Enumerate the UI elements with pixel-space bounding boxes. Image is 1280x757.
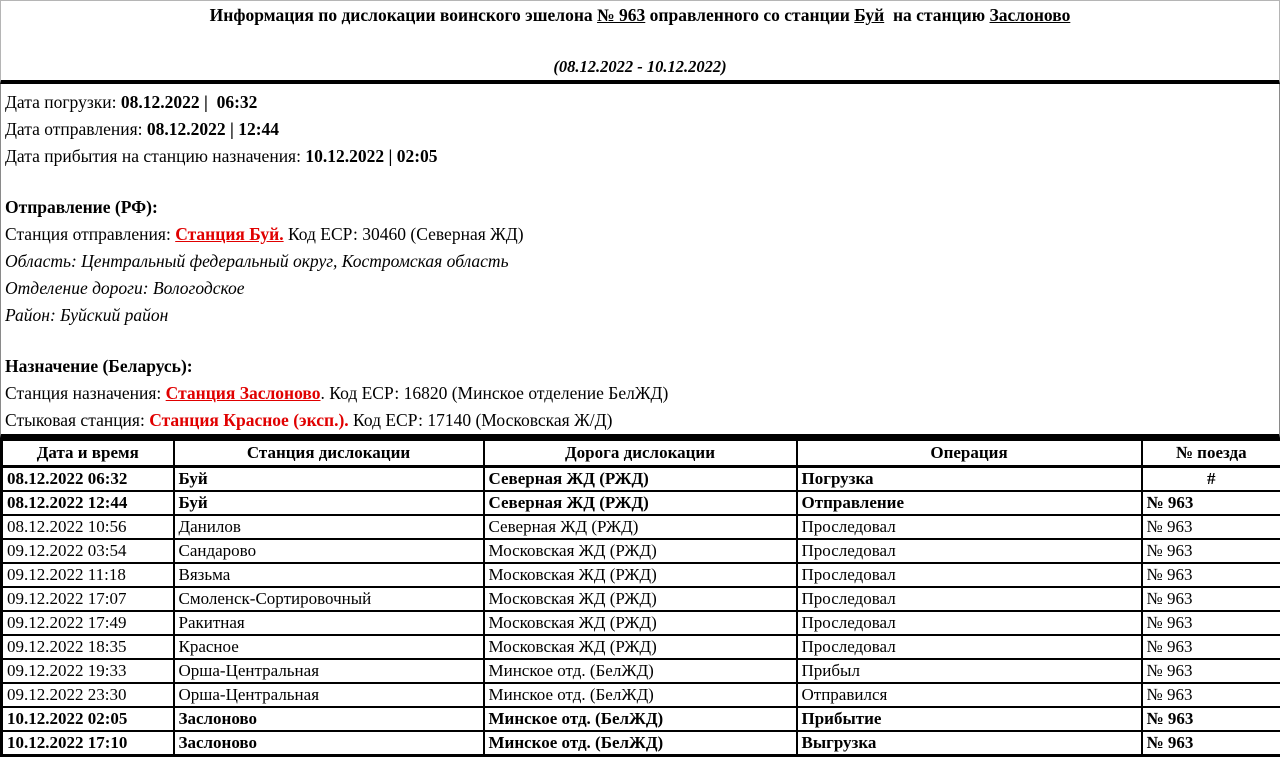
cell-train-number: № 963 bbox=[1142, 515, 1280, 539]
loading-date-value: 08.12.2022 | 06:32 bbox=[121, 92, 258, 112]
cell-datetime: 08.12.2022 12:44 bbox=[2, 491, 174, 515]
cell-operation: Отправился bbox=[797, 683, 1142, 707]
cell-train-number: № 963 bbox=[1142, 707, 1280, 731]
origin-station-label: Станция отправления: bbox=[5, 224, 175, 244]
title-block bbox=[0, 0, 1280, 84]
origin-station-name: Станция Буй. bbox=[175, 224, 283, 244]
header-station: Станция дислокации bbox=[174, 440, 484, 467]
cell-station: Орша-Центральная bbox=[174, 659, 484, 683]
departure-date-line bbox=[5, 116, 1275, 143]
origin-station-line bbox=[5, 221, 1275, 248]
cell-datetime: 09.12.2022 03:54 bbox=[2, 539, 174, 563]
cell-road: Северная ЖД (РЖД) bbox=[484, 515, 797, 539]
cell-train-number: № 963 bbox=[1142, 563, 1280, 587]
table-row bbox=[2, 515, 1280, 539]
cell-road: Северная ЖД (РЖД) bbox=[484, 467, 797, 492]
cell-station: Ракитная bbox=[174, 611, 484, 635]
cell-datetime: 08.12.2022 10:56 bbox=[2, 515, 174, 539]
table-row bbox=[2, 659, 1280, 683]
cell-datetime: 09.12.2022 18:35 bbox=[2, 635, 174, 659]
departure-date-value: 08.12.2022 | 12:44 bbox=[147, 119, 279, 139]
table-row bbox=[2, 611, 1280, 635]
cell-operation: Прибыл bbox=[797, 659, 1142, 683]
destination-station-code: . Код ЕСР: 16820 (Минское отделение БелЖД) bbox=[321, 383, 669, 403]
header-operation: Операция bbox=[797, 440, 1142, 467]
arrival-date-line bbox=[5, 143, 1275, 170]
cell-train-number: # bbox=[1142, 467, 1280, 492]
cell-road: Московская ЖД (РЖД) bbox=[484, 563, 797, 587]
title-to-station: Заслоново bbox=[990, 5, 1071, 25]
cell-station: Буй bbox=[174, 467, 484, 492]
title-from-station: Буй bbox=[854, 5, 884, 25]
cell-operation: Прибытие bbox=[797, 707, 1142, 731]
table-row bbox=[2, 563, 1280, 587]
cell-road: Минское отд. (БелЖД) bbox=[484, 659, 797, 683]
cell-train-number: № 963 bbox=[1142, 683, 1280, 707]
title-train-number: № 963 bbox=[597, 5, 645, 25]
cell-train-number: № 963 bbox=[1142, 611, 1280, 635]
header-road: Дорога дислокации bbox=[484, 440, 797, 467]
cell-datetime: 09.12.2022 11:18 bbox=[2, 563, 174, 587]
cell-road: Московская ЖД (РЖД) bbox=[484, 539, 797, 563]
departure-date-label: Дата отправления: bbox=[5, 119, 147, 139]
title-mid1: оправленного со станции bbox=[645, 5, 854, 25]
destination-station-line bbox=[5, 380, 1275, 407]
origin-heading: Отправление (РФ): bbox=[5, 194, 1275, 221]
cell-datetime: 09.12.2022 17:07 bbox=[2, 587, 174, 611]
cell-station: Смоленск-Сортировочный bbox=[174, 587, 484, 611]
cell-road: Минское отд. (БелЖД) bbox=[484, 683, 797, 707]
table-row bbox=[2, 587, 1280, 611]
cell-datetime: 09.12.2022 17:49 bbox=[2, 611, 174, 635]
cell-station: Заслоново bbox=[174, 731, 484, 756]
cell-train-number: № 963 bbox=[1142, 539, 1280, 563]
table-row bbox=[2, 539, 1280, 563]
junction-station-line bbox=[5, 407, 1275, 434]
cell-station: Буй bbox=[174, 491, 484, 515]
cell-road: Московская ЖД (РЖД) bbox=[484, 611, 797, 635]
origin-region-line: Область: Центральный федеральный округ, Костромская область bbox=[5, 248, 1275, 275]
cell-operation: Погрузка bbox=[797, 467, 1142, 492]
table-row bbox=[2, 731, 1280, 756]
cell-station: Сандарово bbox=[174, 539, 484, 563]
info-block bbox=[0, 84, 1280, 438]
cell-operation: Проследовал bbox=[797, 563, 1142, 587]
header-datetime: Дата и время bbox=[2, 440, 174, 467]
arrival-date-value: 10.12.2022 | 02:05 bbox=[305, 146, 437, 166]
dislocation-table bbox=[0, 438, 1280, 757]
cell-train-number: № 963 bbox=[1142, 491, 1280, 515]
arrival-date-label: Дата прибытия на станцию назначения: bbox=[5, 146, 305, 166]
cell-operation: Проследовал bbox=[797, 515, 1142, 539]
origin-station-code: Код ЕСР: 30460 (Северная ЖД) bbox=[284, 224, 524, 244]
loading-date-line bbox=[5, 89, 1275, 116]
cell-train-number: № 963 bbox=[1142, 731, 1280, 756]
cell-road: Северная ЖД (РЖД) bbox=[484, 491, 797, 515]
cell-datetime: 09.12.2022 23:30 bbox=[2, 683, 174, 707]
page-title bbox=[1, 5, 1279, 26]
cell-operation: Отправление bbox=[797, 491, 1142, 515]
date-range: (08.12.2022 - 10.12.2022) bbox=[1, 57, 1279, 77]
cell-road: Минское отд. (БелЖД) bbox=[484, 707, 797, 731]
cell-train-number: № 963 bbox=[1142, 635, 1280, 659]
title-mid2: на станцию bbox=[884, 5, 989, 25]
table-row bbox=[2, 707, 1280, 731]
cell-road: Московская ЖД (РЖД) bbox=[484, 587, 797, 611]
origin-district-line: Район: Буйский район bbox=[5, 302, 1275, 329]
cell-datetime: 09.12.2022 19:33 bbox=[2, 659, 174, 683]
cell-station: Вязьма bbox=[174, 563, 484, 587]
table-row bbox=[2, 491, 1280, 515]
cell-operation: Выгрузка bbox=[797, 731, 1142, 756]
cell-datetime: 10.12.2022 02:05 bbox=[2, 707, 174, 731]
cell-station: Заслоново bbox=[174, 707, 484, 731]
cell-datetime: 10.12.2022 17:10 bbox=[2, 731, 174, 756]
cell-operation: Проследовал bbox=[797, 539, 1142, 563]
cell-station: Красное bbox=[174, 635, 484, 659]
cell-train-number: № 963 bbox=[1142, 659, 1280, 683]
origin-division-line: Отделение дороги: Вологодское bbox=[5, 275, 1275, 302]
cell-train-number: № 963 bbox=[1142, 587, 1280, 611]
cell-operation: Проследовал bbox=[797, 611, 1142, 635]
cell-operation: Проследовал bbox=[797, 635, 1142, 659]
cell-station: Данилов bbox=[174, 515, 484, 539]
header-train-number: № поезда bbox=[1142, 440, 1280, 467]
destination-station-label: Станция назначения: bbox=[5, 383, 166, 403]
table-row bbox=[2, 635, 1280, 659]
junction-station-name: Станция Красное (эксп.). bbox=[149, 410, 348, 430]
title-prefix: Информация по дислокации воинского эшелона bbox=[210, 5, 597, 25]
cell-road: Минское отд. (БелЖД) bbox=[484, 731, 797, 756]
cell-datetime: 08.12.2022 06:32 bbox=[2, 467, 174, 492]
destination-heading: Назначение (Беларусь): bbox=[5, 353, 1275, 380]
table-row bbox=[2, 467, 1280, 492]
loading-date-label: Дата погрузки: bbox=[5, 92, 121, 112]
cell-station: Орша-Центральная bbox=[174, 683, 484, 707]
cell-operation: Проследовал bbox=[797, 587, 1142, 611]
cell-road: Московская ЖД (РЖД) bbox=[484, 635, 797, 659]
destination-station-name: Станция Заслоново bbox=[166, 383, 321, 403]
junction-station-label: Стыковая станция: bbox=[5, 410, 149, 430]
junction-station-code: Код ЕСР: 17140 (Московская Ж/Д) bbox=[349, 410, 613, 430]
table-row bbox=[2, 683, 1280, 707]
table-header-row bbox=[2, 440, 1280, 467]
